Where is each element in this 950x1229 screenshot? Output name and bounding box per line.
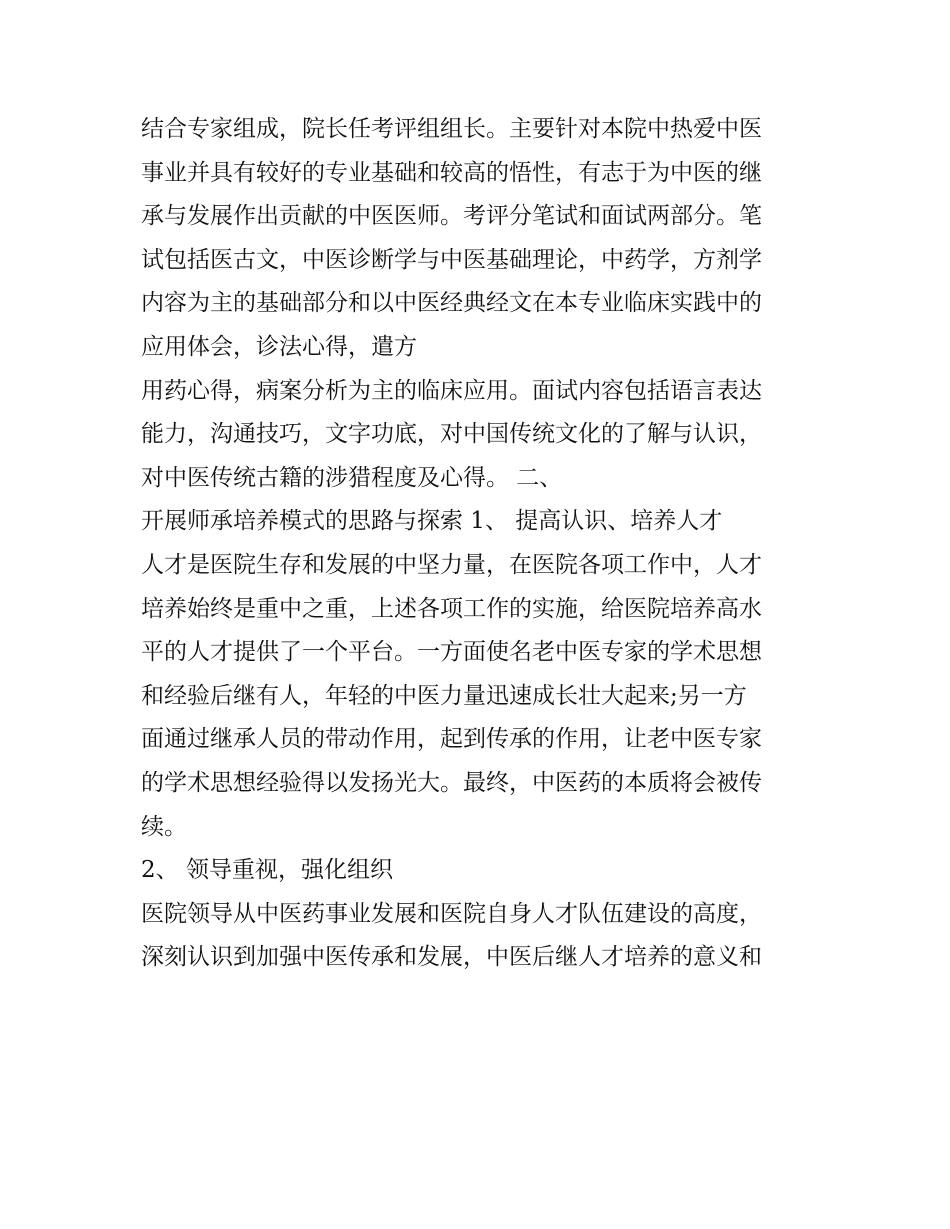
text-line: 和经验后继有人，年轻的中医力量迅速成长壮大起来;另一方 bbox=[141, 682, 747, 709]
text-line: 用药心得，病案分析为主的临床应用。面试内容包括语言表达 bbox=[141, 377, 762, 404]
text-line: 续。 bbox=[141, 813, 187, 840]
text-line: 医院领导从中医药事业发展和医院自身人才队伍建设的高度， bbox=[141, 900, 762, 927]
text-line: 对中医传统古籍的涉猎程度及心得。 二、 bbox=[141, 464, 563, 491]
text-line: 人才是医院生存和发展的中坚力量，在医院各项工作中，人才 bbox=[141, 551, 762, 578]
section-heading: 开展师承培养模式的思路与探索 1、 提高认识、培养人才 bbox=[141, 508, 723, 535]
text-line: 内容为主的基础部分和以中医经典经文在本专业临床实践中的 bbox=[141, 290, 762, 317]
text-line: 承与发展作出贡献的中医医师。考评分笔试和面试两部分。笔 bbox=[141, 203, 762, 230]
text-line: 面通过继承人员的带动作用，起到传承的作用，让老中医专家 bbox=[141, 726, 762, 753]
section-heading: 2、 领导重视，强化组织 bbox=[141, 857, 393, 884]
text-line: 平的人才提供了一个平台。一方面使名老中医专家的学术思想 bbox=[141, 639, 762, 666]
text-line: 事业并具有较好的专业基础和较高的悟性，有志于为中医的继 bbox=[141, 159, 762, 186]
text-line: 应用体会，诊法心得，遣方 bbox=[141, 333, 417, 360]
text-line: 试包括医古文，中医诊断学与中医基础理论，中药学，方剂学 bbox=[141, 246, 762, 273]
text-line: 深刻认识到加强中医传承和发展，中医后继人才培养的意义和 bbox=[141, 944, 762, 971]
text-line: 培养始终是重中之重，上述各项工作的实施，给医院培养高水 bbox=[141, 595, 762, 622]
text-line: 的学术思想经验得以发扬光大。最终，中医药的本质将会被传 bbox=[141, 769, 762, 796]
document-body bbox=[141, 108, 821, 980]
text-line: 结合专家组成，院长任考评组组长。主要针对本院中热爱中医 bbox=[141, 116, 762, 142]
text-line: 能力，沟通技巧，文字功底，对中国传统文化的了解与认识， bbox=[141, 421, 762, 448]
